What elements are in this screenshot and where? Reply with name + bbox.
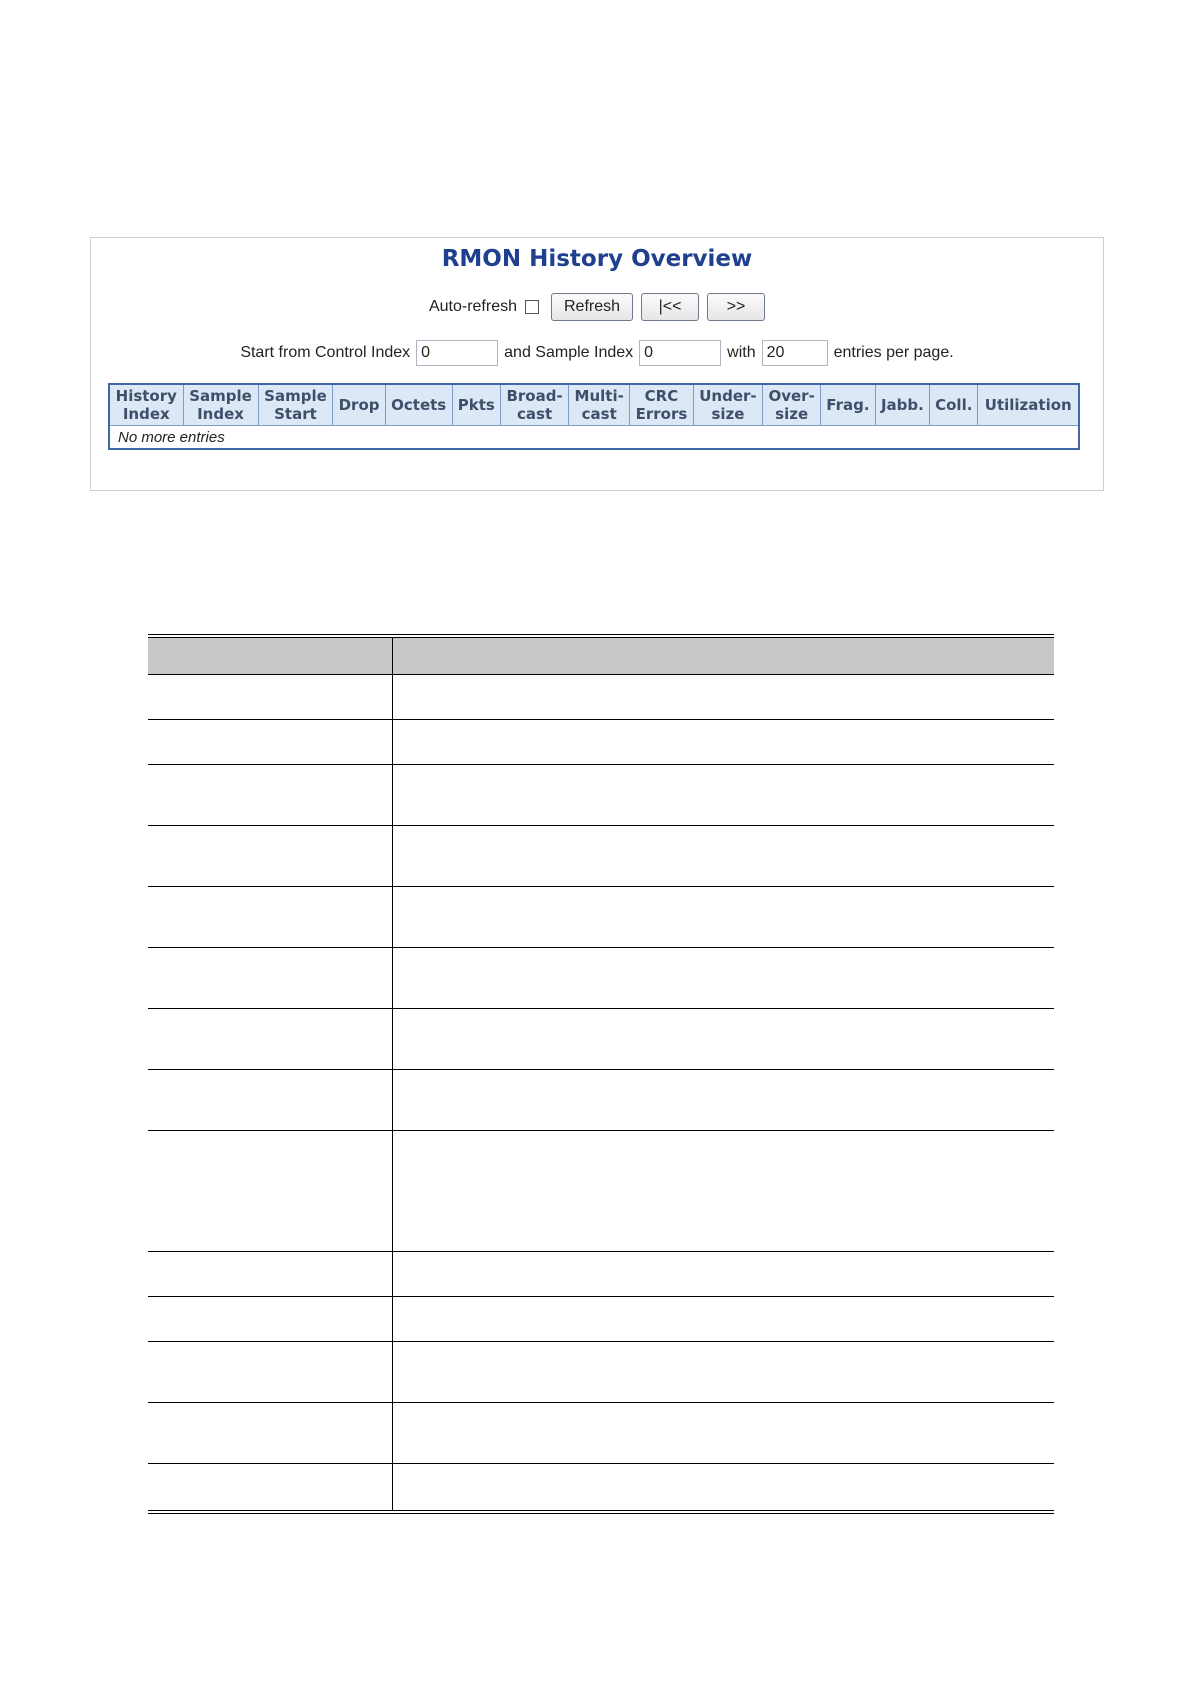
sample-index-input[interactable] <box>639 340 721 366</box>
column-header-line: Errors <box>635 405 688 423</box>
description-cell <box>393 675 1054 719</box>
control-index-input[interactable] <box>416 340 498 366</box>
object-cell <box>148 1342 393 1402</box>
empty-message: No more entries <box>109 426 1079 450</box>
description-cell <box>393 1070 1054 1130</box>
table-row <box>148 1131 1054 1252</box>
table-row <box>109 426 1079 450</box>
start-prefix-label: Start from Control Index <box>240 344 411 361</box>
description-cell <box>393 1403 1054 1463</box>
column-header-line: Utilization <box>984 396 1072 414</box>
description-column-header <box>393 638 1054 674</box>
column-header-line: Jabb. <box>880 396 924 414</box>
table-row <box>148 1464 1054 1514</box>
column-header-line: Multi- <box>574 387 624 405</box>
column-header <box>258 384 333 426</box>
column-header-line: size <box>711 405 745 423</box>
description-cell <box>393 826 1054 886</box>
description-cell <box>393 1342 1054 1402</box>
column-header-line: Sample <box>264 387 327 405</box>
column-header-line: Start <box>274 405 317 423</box>
object-cell <box>148 887 393 947</box>
entries-per-page-input[interactable] <box>762 340 828 366</box>
column-header <box>821 384 876 426</box>
object-cell <box>148 765 393 825</box>
description-cell <box>393 1131 1054 1251</box>
history-table-header <box>109 384 1079 426</box>
column-header <box>333 384 385 426</box>
rmon-history-panel <box>90 237 1104 491</box>
column-header-line: Index <box>197 405 244 423</box>
column-header <box>452 384 500 426</box>
table-row <box>148 887 1054 948</box>
column-header <box>569 384 630 426</box>
entries-per-page-label: entries per page. <box>833 344 954 361</box>
table-row <box>148 765 1054 826</box>
object-cell <box>148 720 393 764</box>
description-cell <box>393 1252 1054 1296</box>
description-table-header <box>148 638 1054 675</box>
table-row <box>148 1070 1054 1131</box>
description-cell <box>393 1297 1054 1341</box>
object-cell <box>148 948 393 1008</box>
object-cell <box>148 1297 393 1341</box>
object-cell <box>148 826 393 886</box>
object-cell <box>148 1464 393 1510</box>
start-controls <box>91 338 1103 368</box>
object-cell <box>148 1070 393 1130</box>
object-cell <box>148 675 393 719</box>
refresh-button[interactable]: Refresh <box>551 293 633 321</box>
column-header-line: Sample <box>189 387 252 405</box>
sample-index-label: and Sample Index <box>504 344 634 361</box>
column-header-line: cast <box>581 405 617 423</box>
table-row <box>148 1297 1054 1342</box>
table-row <box>148 1252 1054 1297</box>
column-header <box>930 384 978 426</box>
column-header <box>630 384 694 426</box>
with-label: with <box>727 344 756 361</box>
column-header-line: size <box>775 405 809 423</box>
column-header <box>385 384 452 426</box>
column-header-line: Coll. <box>935 396 973 414</box>
auto-refresh-checkbox[interactable] <box>525 300 539 314</box>
table-row <box>148 675 1054 720</box>
column-header-line: cast <box>517 405 553 423</box>
table-row <box>148 1403 1054 1464</box>
column-header <box>978 384 1079 426</box>
table-row <box>148 948 1054 1009</box>
column-header-line: Broad- <box>506 387 563 405</box>
description-cell <box>393 765 1054 825</box>
first-page-button[interactable]: |<< <box>641 293 699 321</box>
description-cell <box>393 1464 1054 1510</box>
description-cell <box>393 887 1054 947</box>
column-header <box>875 384 929 426</box>
table-row <box>148 826 1054 887</box>
column-header-line: History <box>115 387 177 405</box>
column-header <box>763 384 821 426</box>
object-cell <box>148 1403 393 1463</box>
object-cell <box>148 1009 393 1069</box>
object-cell <box>148 1252 393 1296</box>
column-header-line: CRC <box>644 387 679 405</box>
column-header-line: Under- <box>699 387 757 405</box>
history-table <box>108 383 1080 450</box>
table-row <box>148 1009 1054 1070</box>
column-header <box>693 384 762 426</box>
object-column-header <box>148 638 393 674</box>
column-header-line: Frag. <box>826 396 870 414</box>
column-header <box>500 384 568 426</box>
table-row <box>148 1342 1054 1403</box>
description-cell <box>393 948 1054 1008</box>
description-table <box>148 634 1054 1514</box>
auto-refresh-label: Auto-refresh <box>428 298 517 315</box>
description-cell <box>393 1009 1054 1069</box>
toolbar <box>91 292 1103 322</box>
description-cell <box>393 720 1054 764</box>
column-header-line: Octets <box>391 396 447 414</box>
next-page-button[interactable]: >> <box>707 293 765 321</box>
column-header-line: Pkts <box>457 396 495 414</box>
page-title: RMON History Overview <box>441 246 753 272</box>
table-row <box>148 720 1054 765</box>
object-cell <box>148 1131 393 1251</box>
column-header-line: Index <box>122 405 170 423</box>
column-header-line: Drop <box>338 396 380 414</box>
column-header <box>183 384 258 426</box>
column-header-line: Over- <box>768 387 815 405</box>
column-header <box>109 384 183 426</box>
